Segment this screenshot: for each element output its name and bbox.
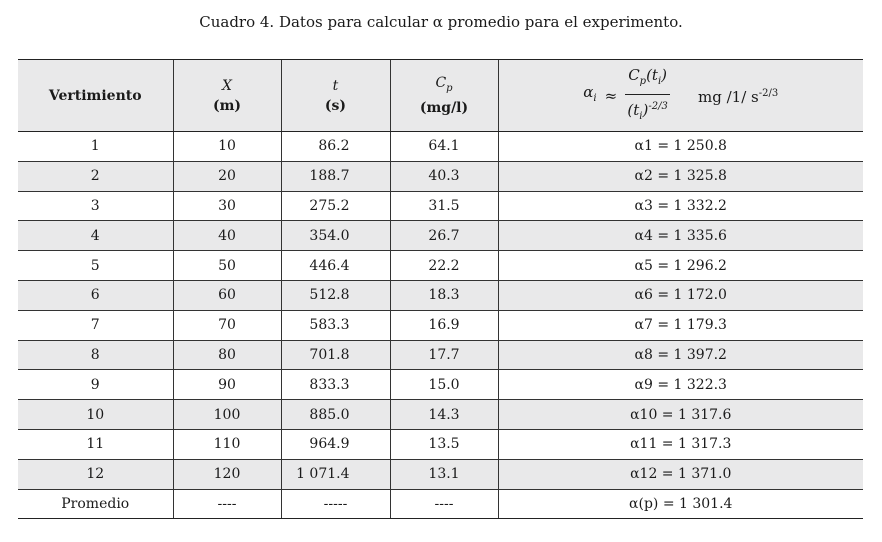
cell-t: 701.8	[281, 340, 390, 370]
cell-vertimiento: 12	[18, 459, 173, 489]
cell-vertimiento: 11	[18, 429, 173, 459]
cell-x: 30	[173, 191, 281, 221]
cell-cp: 13.1	[390, 459, 498, 489]
cell-cp: 17.7	[390, 340, 498, 370]
header-t-unit: (s)	[324, 97, 347, 114]
formula-units: mg /1/ $s^{-2/3}$	[698, 88, 779, 106]
table-caption: Cuadro 4. Datos para calcular α promedio para el experimento.	[199, 13, 683, 31]
cell-vertimiento: 2	[18, 161, 173, 191]
cell-x: 20	[173, 161, 281, 191]
header-alpha-formula: $\alpha_i$ ≈ $\frac{C_p(t_i)}{(t_i)^{-2/3}}$ mg /1/ $s^{-2/3}$	[498, 60, 863, 132]
cell-t: 512.8	[281, 280, 390, 310]
cell-t: 86.2	[281, 132, 390, 162]
cell-t: 275.2	[281, 191, 390, 221]
cell-cp: 26.7	[390, 221, 498, 251]
table-row	[18, 161, 863, 191]
data-table	[18, 59, 863, 519]
cell-vertimiento: 5	[18, 251, 173, 281]
table-body	[18, 132, 863, 519]
cell-x: 100	[173, 400, 281, 430]
table-row	[18, 132, 863, 162]
cell-x: 60	[173, 280, 281, 310]
table-row	[18, 221, 863, 251]
cell-x: 50	[173, 251, 281, 281]
header-x-unit: (m)	[212, 97, 242, 114]
formula-fraction: $\frac{C_p(t_i)}{(t_i)^{-2/3}}$	[625, 65, 670, 127]
cell-t: 1 071.4	[281, 459, 390, 489]
cell-cp: 22.2	[390, 251, 498, 281]
cell-t: 964.9	[281, 429, 390, 459]
cell-vertimiento: 4	[18, 221, 173, 251]
cell-cp: 13.5	[390, 429, 498, 459]
table-row	[18, 429, 863, 459]
cell-vertimiento: 9	[18, 370, 173, 400]
header-x	[173, 60, 281, 132]
cell-t: 446.4	[281, 251, 390, 281]
cell-t: 354.0	[281, 221, 390, 251]
table-row	[18, 400, 863, 430]
cell-alpha: α8 = 1 397.2	[498, 340, 863, 370]
cell-alpha: α11 = 1 317.3	[498, 429, 863, 459]
cell-alpha: α10 = 1 317.6	[498, 400, 863, 430]
table-row	[18, 340, 863, 370]
cell-vertimiento: 7	[18, 310, 173, 340]
cell-x: 110	[173, 429, 281, 459]
table-row	[18, 280, 863, 310]
header-cp-unit: (mg/l)	[419, 100, 469, 117]
header-x-symbol: X	[222, 77, 232, 94]
cell-cp: 16.9	[390, 310, 498, 340]
cell-vertimiento: 3	[18, 191, 173, 221]
cell-vertimiento: 10	[18, 400, 173, 430]
table-row	[18, 459, 863, 489]
cell-x: 40	[173, 221, 281, 251]
cell-alpha: α9 = 1 322.3	[498, 370, 863, 400]
cell-alpha: α12 = 1 371.0	[498, 459, 863, 489]
cell-alpha: α7 = 1 179.3	[498, 310, 863, 340]
cell-alpha: α(p) = 1 301.4	[498, 489, 863, 519]
cell-t: 833.3	[281, 370, 390, 400]
header-vertimiento: Vertimiento	[18, 60, 173, 132]
table-row	[18, 251, 863, 281]
cell-cp: 18.3	[390, 280, 498, 310]
cell-x: 90	[173, 370, 281, 400]
cell-vertimiento: 8	[18, 340, 173, 370]
cell-alpha: α5 = 1 296.2	[498, 251, 863, 281]
cell-cp: ----	[390, 489, 498, 519]
cell-t: 188.7	[281, 161, 390, 191]
cell-cp: 14.3	[390, 400, 498, 430]
header-cp-symbol: $C_p$	[435, 74, 453, 94]
cell-x: 80	[173, 340, 281, 370]
cell-t: 885.0	[281, 400, 390, 430]
cell-vertimiento: 6	[18, 280, 173, 310]
cell-t: -----	[281, 489, 390, 519]
cell-alpha: α2 = 1 325.8	[498, 161, 863, 191]
cell-cp: 64.1	[390, 132, 498, 162]
cell-cp: 31.5	[390, 191, 498, 221]
table-row	[18, 191, 863, 221]
table-row	[18, 310, 863, 340]
table-row	[18, 370, 863, 400]
header-row	[18, 60, 863, 132]
cell-alpha: α6 = 1 172.0	[498, 280, 863, 310]
header-cp	[390, 60, 498, 132]
cell-x: 70	[173, 310, 281, 340]
cell-x: ----	[173, 489, 281, 519]
average-row	[18, 489, 863, 519]
header-t	[281, 60, 390, 132]
cell-t: 583.3	[281, 310, 390, 340]
cell-vertimiento: 1	[18, 132, 173, 162]
cell-cp: 15.0	[390, 370, 498, 400]
cell-alpha: α3 = 1 332.2	[498, 191, 863, 221]
header-t-symbol: t	[332, 77, 339, 94]
cell-alpha: α1 = 1 250.8	[498, 132, 863, 162]
cell-x: 120	[173, 459, 281, 489]
cell-alpha: α4 = 1 335.6	[498, 221, 863, 251]
cell-vertimiento: Promedio	[18, 489, 173, 519]
cell-cp: 40.3	[390, 161, 498, 191]
cell-x: 10	[173, 132, 281, 162]
